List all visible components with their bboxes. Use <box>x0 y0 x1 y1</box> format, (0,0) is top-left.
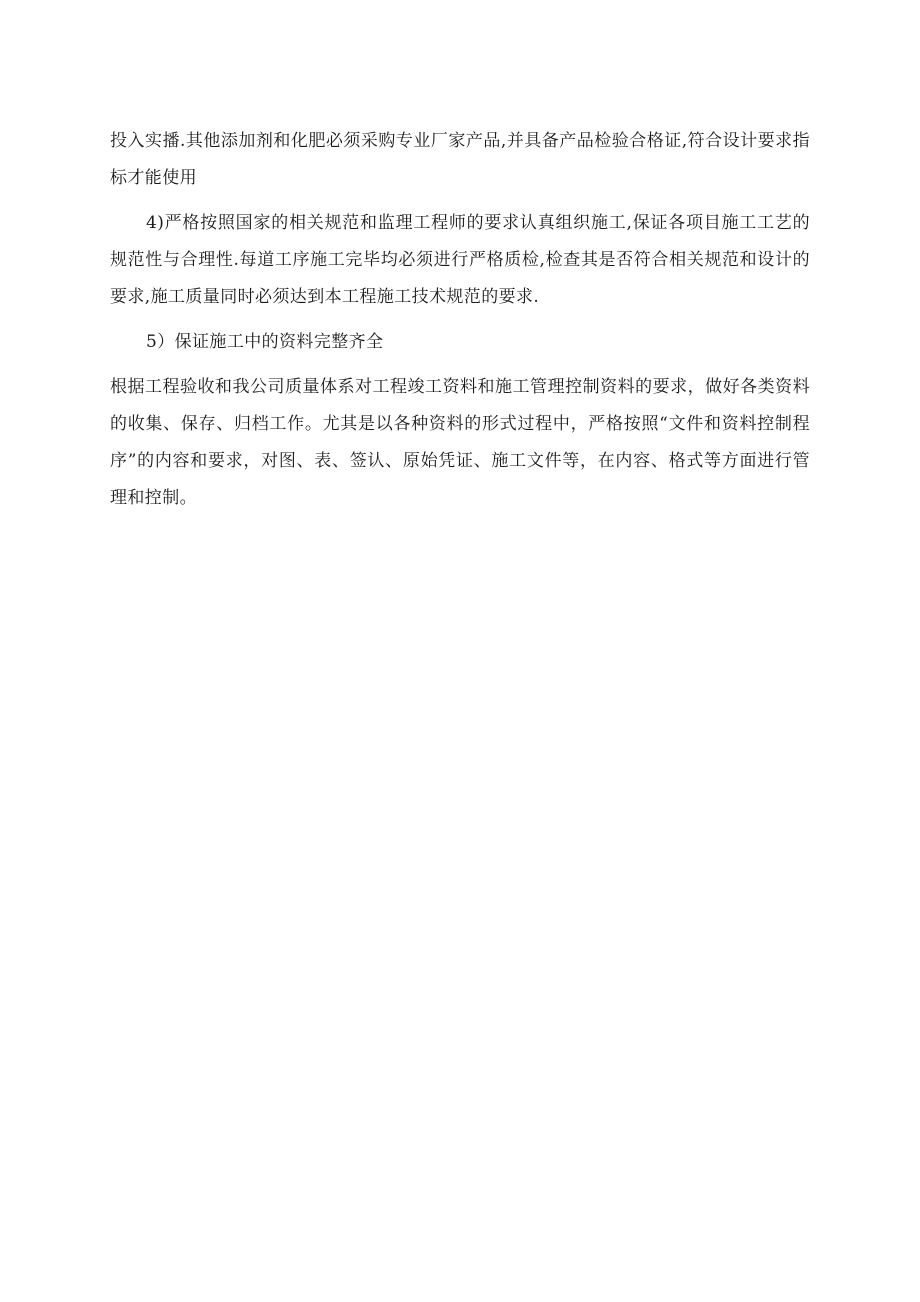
paragraph-material-requirements: 投入实播.其他添加剂和化肥必须采购专业厂家产品,并具备产品检验合格证,符合设计要求指标才能使用 <box>110 131 810 188</box>
paragraph-document-control: 根据工程验收和我公司质量体系对工程竣工资料和施工管理控制资料的要求，做好各类资料的收集、保存、归档工作。尤其是以各种资料的形式过程中，严格按照“文件和资料控制程序”的内容和要求，对图、表、签认、原始凭证、施工文件等，在内容、格式等方面进行管理和控制。 <box>110 377 810 508</box>
paragraph-item-5-heading: 5）保证施工中的资料完整齐全 <box>146 332 384 352</box>
document-body <box>110 123 810 517</box>
paragraph-item-4-construction-standards: 4)严格按照国家的相关规范和监理工程师的要求认真组织施工,保证各项目施工工艺的规范性与合理性.每道工序施工完毕均必须进行严格质检,检查其是否符合相关规范和设计的要求,施工质量同时必须达到本工程施工技术规范的要求. <box>110 213 810 307</box>
